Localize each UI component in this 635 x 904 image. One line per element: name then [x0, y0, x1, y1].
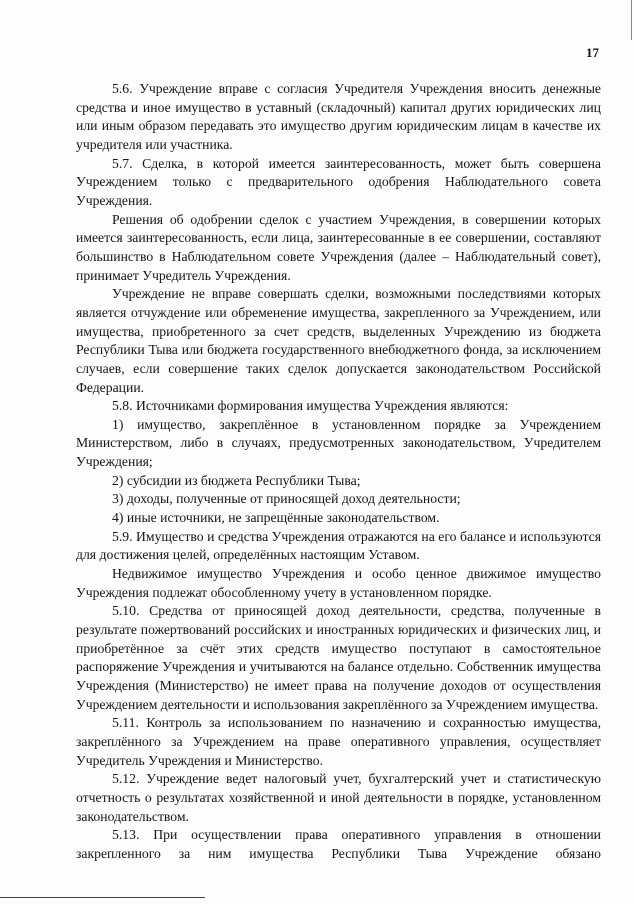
list-item-4: 4) иные источники, не запрещённые законодательством.	[112, 510, 440, 526]
paragraph-transaction-restrictions: Учреждение не вправе совершать сделки, возможными последствиями которых является отчуждение или обременение имущества, закрепленного за Учреждением, или имущества, приобретенного за счет средств, выделенных Учреждению из бюджета Республики Тыва или бюджета государственного внебюджетного фонда, за исключением случаев, если совершение таких сделок допускается законодательством Российской Федерации.	[76, 286, 601, 395]
paragraph-5-9: 5.9. Имущество и средства Учреждения отражаются на его балансе и используются для достижения целей, определённых настоящим Уставом.	[76, 528, 601, 563]
document-body	[76, 80, 601, 864]
list-item-1: 1) имущество, закреплённое в установленном порядке за Учреждением Министерством, либо в случаях, предусмотренных законодательством, Учредителем Учреждения;	[76, 416, 601, 470]
paragraph-5-10: 5.10. Средства от приносящей доход деятельности, средства, полученные в результате пожертвований российских и иностранных юридических и физических лиц, и приобретённое за счёт этих средств имущество поступают в самостоятельное распоряжение Учреждения и учитываются на балансе отдельно. Собственник имущества Учреждения (Министерство) не имеет права на получение доходов от осуществления Учреждением деятельности и использования закреплённого за Учреждением имущества.	[76, 603, 601, 712]
paragraph-approval-decisions: Решения об одобрении сделок с участием Учреждения, в совершении которых имеется заинтересованность, если лица, заинтересованные в ее совершении, составляют большинство в Наблюдательном совете Учреждения (далее – Наблюдательный совет), принимает Учредитель Учреждения.	[76, 211, 601, 283]
footer-rule	[0, 897, 205, 898]
paragraph-5-8: 5.8. Источниками формирования имущества Учреждения являются:	[112, 398, 509, 414]
paragraph-5-6: 5.6. Учреждение вправе с согласия Учредителя Учреждения вносить денежные средства и иное имущество в уставный (складочный) капитал других юридических лиц или иным образом передавать это имущество другим юридическим лицам в качестве их учредителя или участника.	[76, 81, 601, 152]
paragraph-separate-accounting: Недвижимое имущество Учреждения и особо ценное движимое имущество Учреждения подлежат обособленному учету в установленном порядке.	[76, 566, 601, 600]
paragraph-5-12: 5.12. Учреждение ведет налоговый учет, бухгалтерский учет и статистическую отчетность о результатах хозяйственной и иной деятельности в порядке, установленном законодательством.	[76, 771, 601, 824]
page-number: 17	[586, 45, 599, 60]
list-item-3: 3) доходы, полученные от приносящей доход деятельности;	[112, 491, 461, 507]
paragraph-5-11: 5.11. Контроль за использованием по назначению и сохранностью имущества, закреплённого за Учреждением на праве оперативного управления, осуществляет Учредитель Учреждения и Министерство.	[76, 715, 601, 768]
paragraph-5-7: 5.7. Сделка, в которой имеется заинтересованность, может быть совершена Учреждением только с предварительного одобрения Наблюдательного совета Учреждения.	[76, 155, 601, 208]
list-item-2: 2) субсидии из бюджета Республики Тыва;	[112, 472, 361, 488]
paragraph-5-13: 5.13. При осуществлении права оперативного управления в отношении закрепленного за ним имущества Республики Тыва Учреждение обязано	[76, 827, 601, 861]
scan-edge-line	[631, 0, 632, 40]
